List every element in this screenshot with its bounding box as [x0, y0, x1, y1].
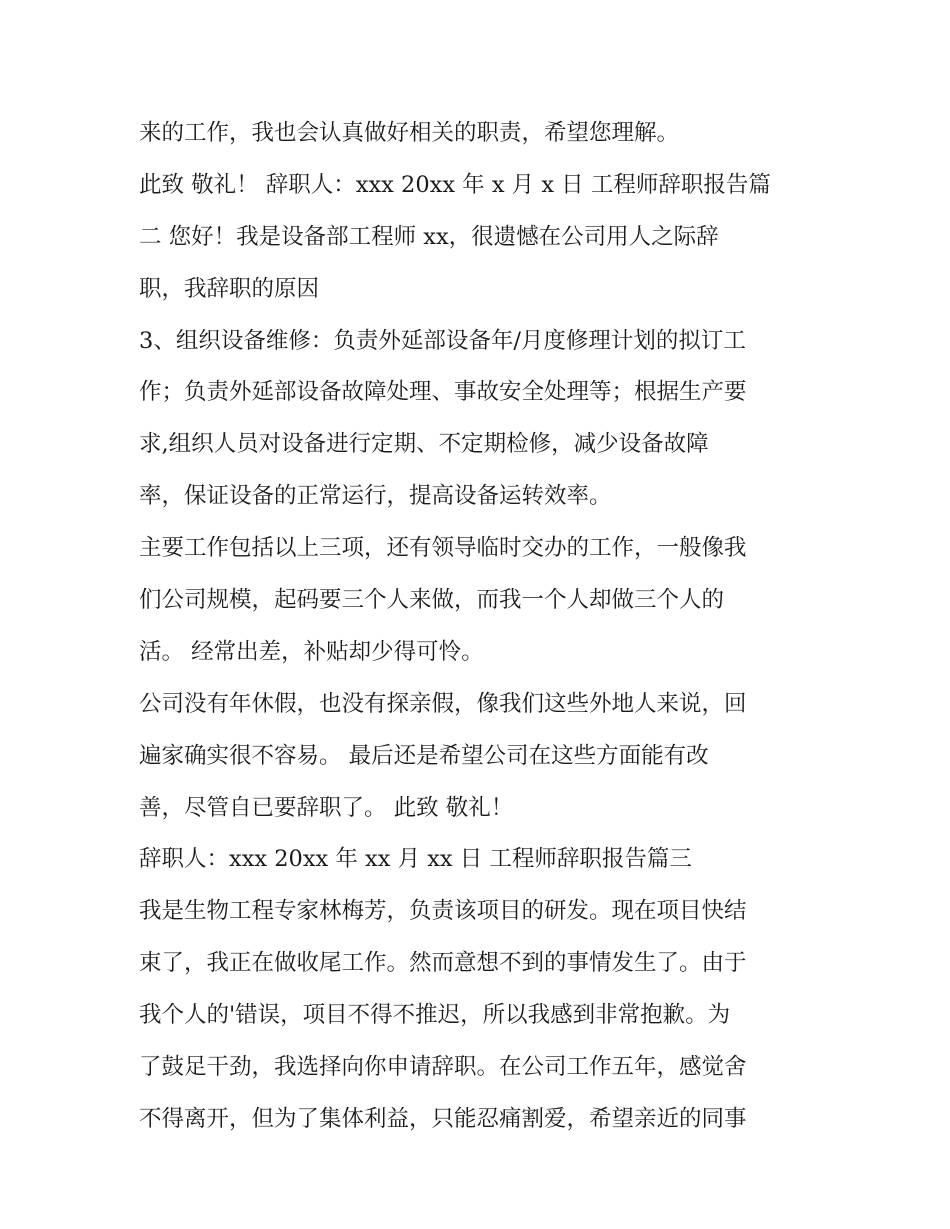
text-line: 求,组织人员对设备进行定期、不定期检修，减少设备故障 — [139, 431, 709, 458]
text-line: 来的工作，我也会认真做好相关的职责，希望您理解。 — [139, 120, 680, 146]
text-line: 活。 经常出差，补贴却少得可怜。 — [139, 638, 484, 665]
text-line: 我是生物工程专家林梅芳，负责该项目的研发。现在项目快结 — [139, 898, 747, 925]
text-line: 我个人的'错误，项目不得不推迟，所以我感到非常抱歉。为 — [139, 1002, 731, 1029]
text-line: 3、组织设备维修：负责外延部设备年/月度修理计划的拟订工 — [139, 327, 746, 354]
text-line: 善，尽管自已要辞职了。 此致 敬礼！ — [139, 794, 514, 821]
text-line: 遍家确实很不容易。 最后还是希望公司在这些方面能有改 — [139, 742, 709, 769]
text-line: 率，保证设备的正常运行，提高设备运转效率。 — [139, 483, 612, 510]
text-line: 二 您好！我是设备部工程师 xx，很遗憾在公司用人之际辞 — [139, 223, 719, 250]
text-line: 主要工作包括以上三项，还有领导临时交办的工作，一般像我 — [139, 535, 747, 562]
text-line: 了鼓足干劲，我选择向你申请辞职。在公司工作五年，感觉舍 — [139, 1054, 747, 1081]
document-body — [139, 108, 819, 1146]
text-line: 不得离开，但为了集体利益，只能忍痛割爱，希望亲近的同事 — [139, 1105, 747, 1132]
text-line: 们公司规模，起码要三个人来做，而我一个人却做三个人的 — [139, 587, 725, 614]
text-line: 公司没有年休假，也没有探亲假，像我们这些外地人来说，回 — [139, 690, 747, 717]
text-line: 作；负责外延部设备故障处理、事故安全处理等；根据生产要 — [139, 379, 747, 406]
text-line: 此致 敬礼！ 辞职人：xxx 20xx 年 x 月 x 日 工程师辞职报告篇 — [139, 171, 771, 198]
text-line: 职，我辞职的原因 — [139, 275, 320, 302]
text-line: 束了，我正在做收尾工作。然而意想不到的事情发生了。由于 — [139, 950, 747, 977]
text-line: 辞职人：xxx 20xx 年 xx 月 xx 日 工程师辞职报告篇三 — [139, 846, 692, 873]
